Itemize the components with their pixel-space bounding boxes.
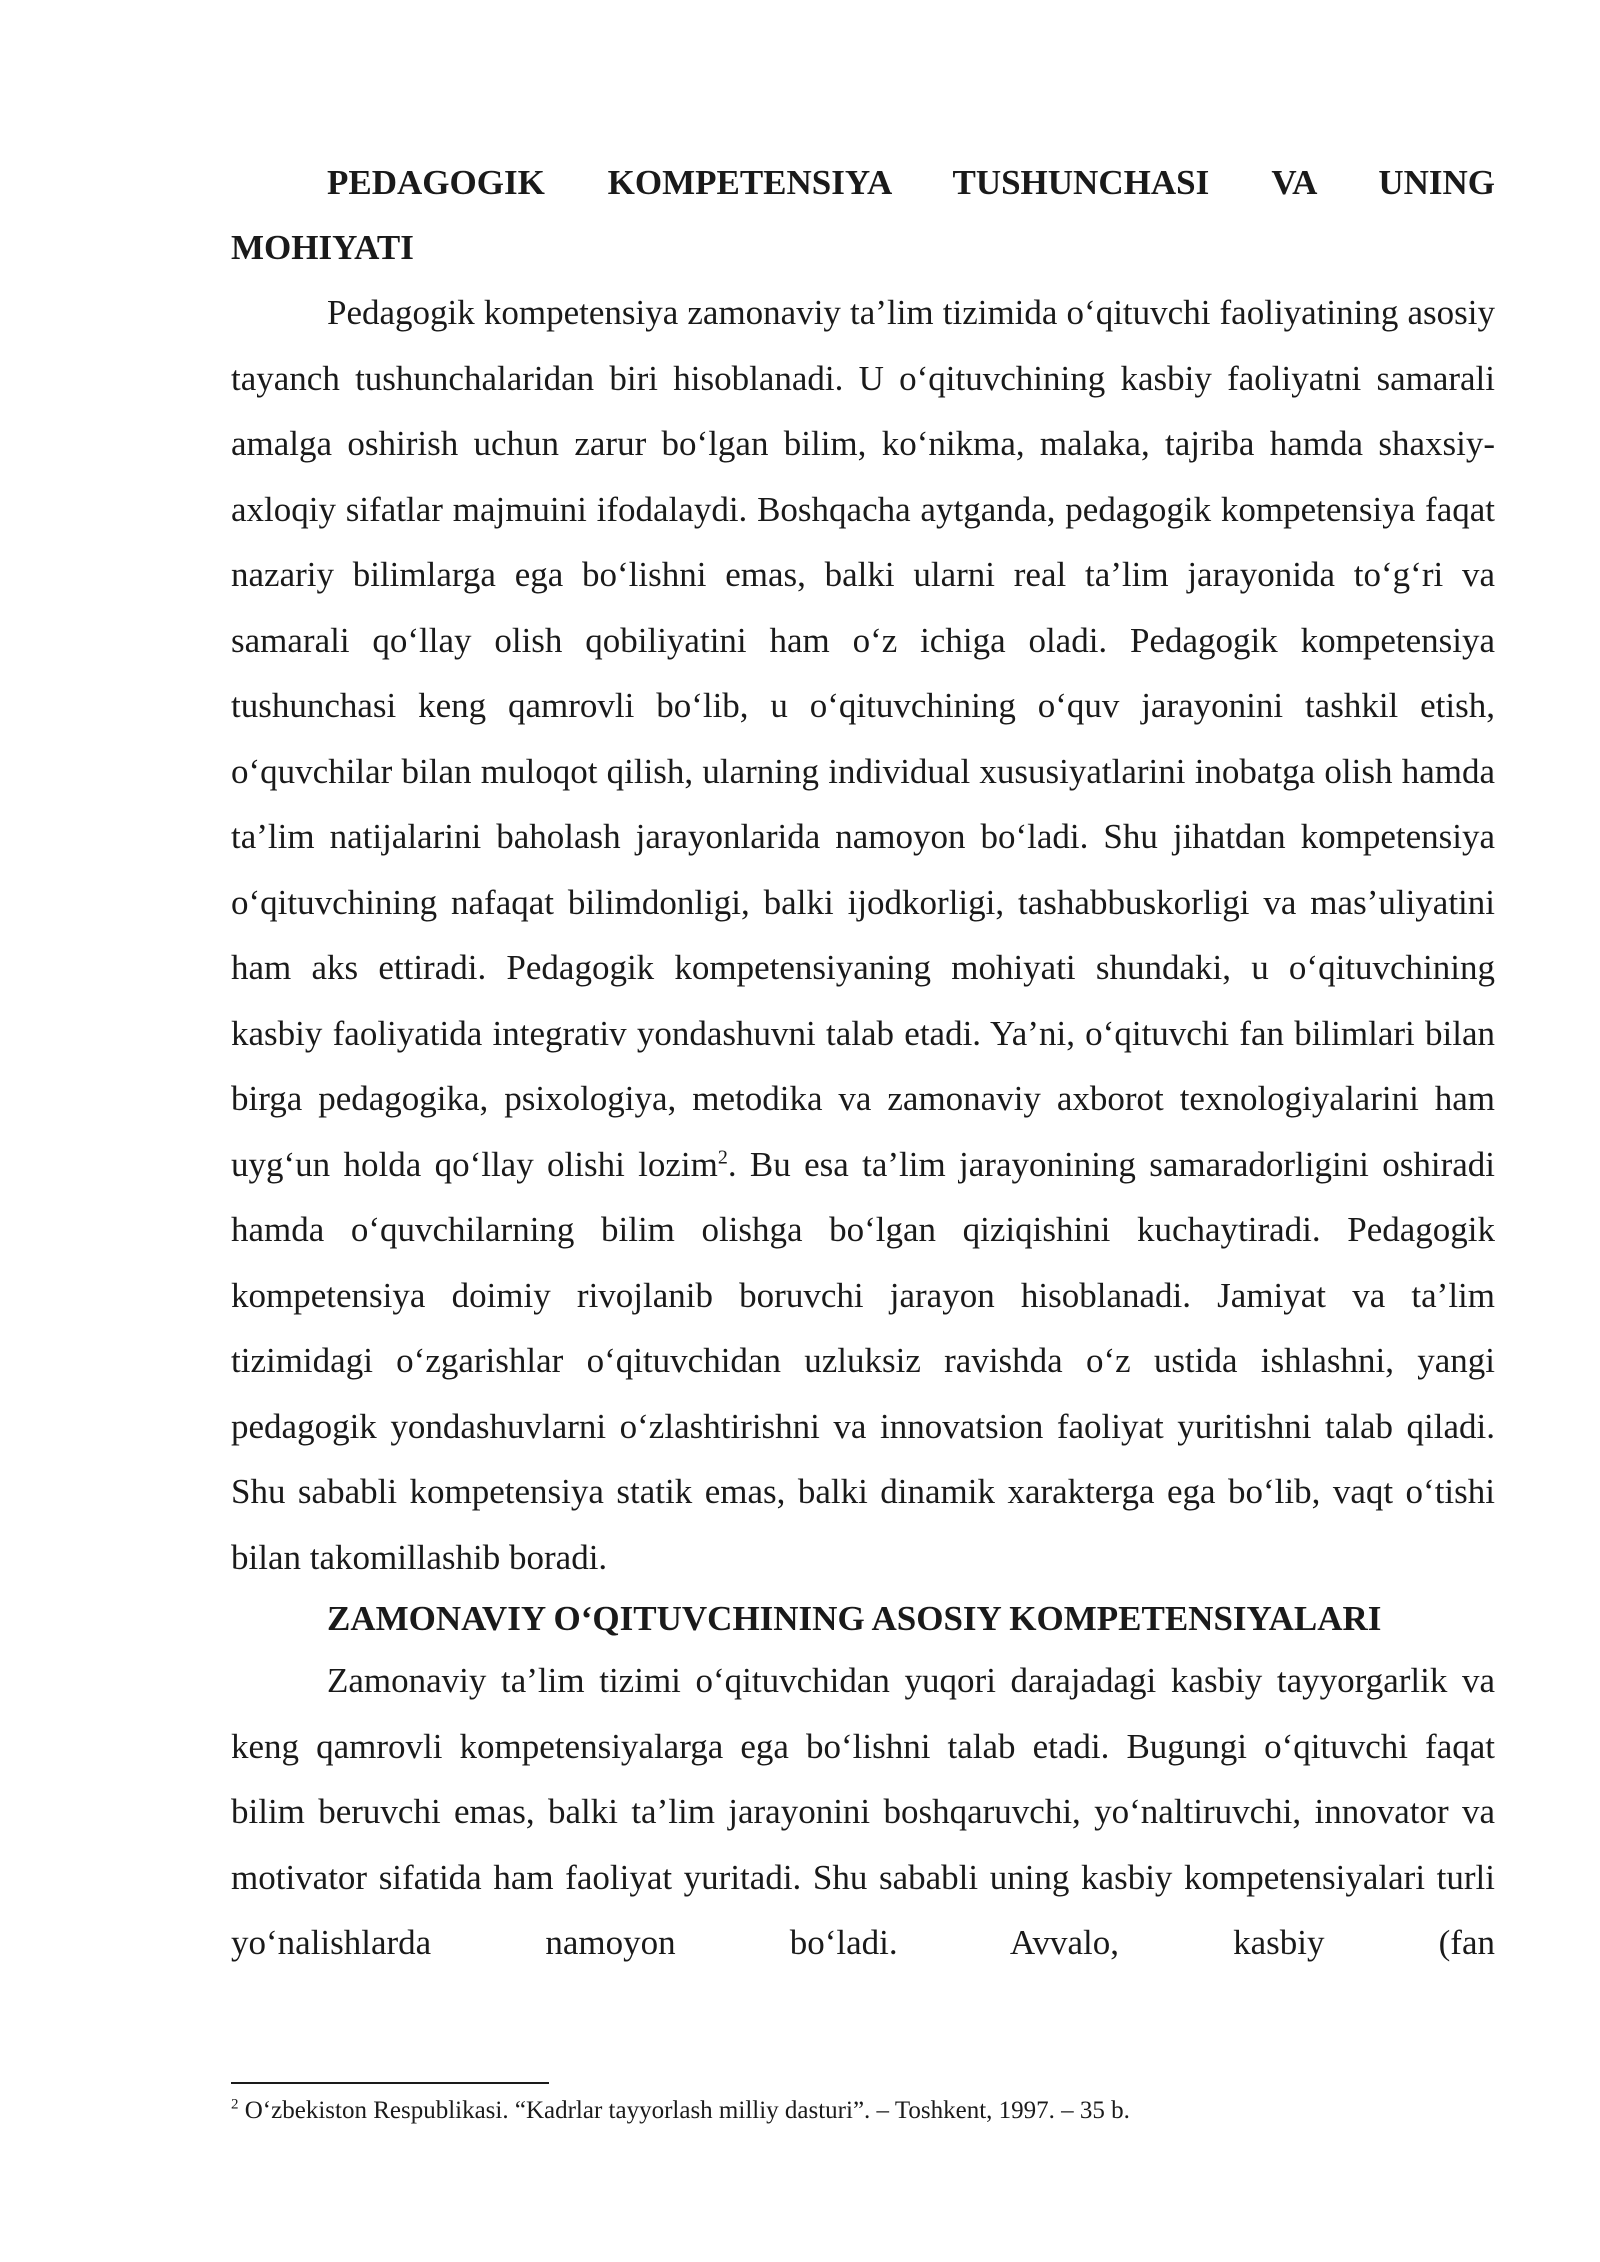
document-body	[231, 150, 1495, 1976]
footnote	[231, 2095, 1495, 2127]
section-heading-pedagogik-kompetensiya: PEDAGOGIK KOMPETENSIYA TUSHUNCHASI VA UNING MOHIYATI	[231, 163, 1495, 267]
footnote-reference[interactable]: 2	[717, 1145, 728, 1168]
section-heading-asosiy-kompetensiyalar: ZAMONAVIY O‘QITUVCHINING ASOSIY KOMPETENSIYALARI	[327, 1599, 1382, 1638]
paragraph-text: Pedagogik kompetensiya zamonaviy ta’lim tizimida o‘qituvchi faoliyatining asosiy tayanch tushunchalaridan biri hisoblanadi. U o‘qituvchining kasbiy faoliyatni samarali amalga oshirish uchun zarur bo‘lgan bilim, ko‘nikma, malaka, tajriba hamda shaxsiy-axloqiy sifatlar majmuini ifodalaydi. Boshqacha aytganda, pedagogik kompetensiya faqat nazariy bilimlarga ega bo‘lishni emas, balki ularni real ta’lim jarayonida to‘g‘ri va samarali qo‘llay olish qobiliyatini ham o‘z ichiga oladi. Pedagogik kompetensiya tushunchasi keng qamrovli bo‘lib, u o‘qituvchining o‘quv jarayonini tashkil etish, o‘quvchilar bilan muloqot qilish, ularning individual xususiyatlarini inobatga olish hamda ta’lim natijalarini baholash jarayonlarida namoyon bo‘ladi. Shu jihatdan kompetensiya o‘qituvchining nafaqat bilimdonligi, balki ijodkorligi, tashabbuskorligi va mas’uliyatini ham aks ettiradi. Pedagogik kompetensiyaning mohiyati shundaki, u o‘qituvchining kasbiy faoliyatida integrativ yondashuvni talab etadi. Ya’ni, o‘qituvchi fan bilimlari bilan birga pedagogika, psixologiya, metodika va zamonaviy axborot texnologiyalarini ham uyg‘un holda qo‘llay olishi lozim	[231, 293, 1495, 1184]
paragraph-zamonaviy-oqituvchi: Zamonaviy ta’lim tizimi o‘qituvchidan yuqori darajadagi kasbiy tayyorgarlik va keng qamrovli kompetensiyalarga ega bo‘lishni talab etadi. Bugungi o‘qituvchi faqat bilim beruvchi emas, balki ta’lim jarayonini boshqaruvchi, yo‘naltiruvchi, innovator va motivator sifatida ham faoliyat yuritadi. Shu sababli uning kasbiy kompetensiyalari turli yo‘nalishlarda namoyon bo‘ladi. Avvalo, kasbiy (fan	[231, 1661, 1495, 1962]
footnote-separator	[231, 2082, 549, 2084]
paragraph-text-continued: . Bu esa ta’lim jarayonining samaradorligini oshiradi hamda o‘quvchilarning bilim olishga bo‘lgan qiziqishini kuchaytiradi. Pedagogik kompetensiya doimiy rivojlanib boruvchi jarayon hisoblanadi. Jamiyat va ta’lim tizimidagi o‘zgarishlar o‘qituvchidan uzluksiz ravishda o‘z ustida ishlashni, yangi pedagogik yondashuvlarni o‘zlashtirishni va innovatsion faoliyat yuritishni talab qiladi. Shu sababli kompetensiya statik emas, balki dinamik xarakterga ega bo‘lib, vaqt o‘tishi bilan takomillashib boradi.	[231, 1144, 1495, 1577]
footnote-text: O‘zbekiston Respublikasi. “Kadrlar tayyorlash milliy dasturi”. – Toshkent, 1997. – 35 b.	[238, 2097, 1130, 2124]
footnote-number: 2	[231, 2096, 239, 2113]
paragraph-pedagogik-kompetensiya	[231, 280, 1495, 1590]
